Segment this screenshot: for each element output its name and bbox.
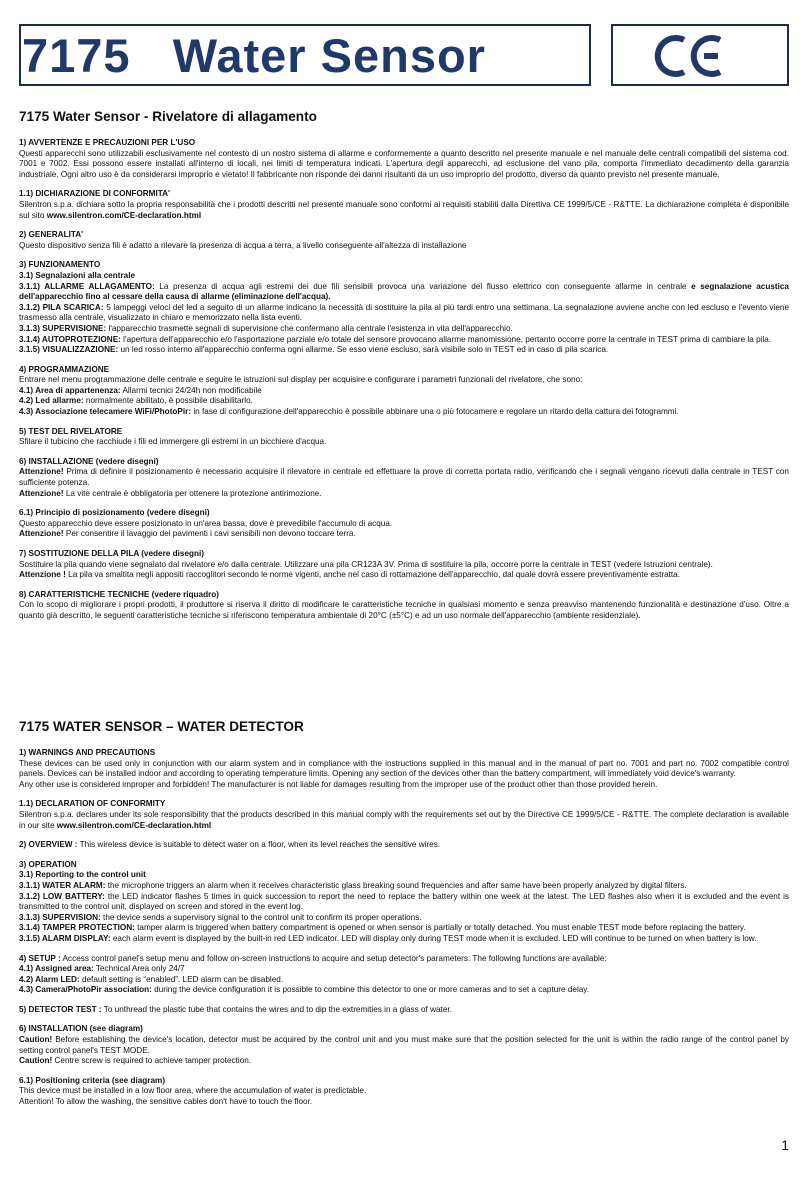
it-s313-label: 3.1.3) SUPERVISIONE: [19,323,107,333]
it-s61-attention: Attenzione! [19,529,64,539]
it-s42 [19,396,789,407]
it-s312 [19,303,789,324]
en-s5-body: To unthread the plastic tube that contains the wires and to dip the extremities in a glass of water. [101,1004,452,1014]
it-s42-label: 4.2) Led allarme: [19,396,84,406]
en-s6-p2 [19,1056,789,1067]
it-s11-body: Silentron s.p.a. dichiara sotto la propria responsabilità che i prodotti descritti nel presente manuale sono conformi ai requisiti stabiliti dalla Direttiva CE 1999/5/CE - R&TTE. La dichiarazione completa è disponibile sul sito [19,199,789,220]
it-s41 [19,386,789,397]
en-s314-label: 3.1.4) TAMPER PROTECTION: [19,923,135,933]
it-s2-body: Questo dispositivo senza fili è adatto a rilevare la presenza di acqua a terra, a livello conseguente all'altezza di installazione [19,240,467,250]
it-s5-title: 5) TEST DEL RIVELATORE [19,426,123,436]
en-s61-body: This device must be installed in a low floor area, where the accumulation of water is predictable. [19,1086,367,1096]
en-s3-title: 3) OPERATION [19,859,77,869]
it-s314-body: l'apertura dell'apparecchio e/o l'asportazione parziale e/o totale del sensore provocano allarme manomissione, pertanto occorre porre la centrale in TEST prima di cambiare la pila. [120,334,772,344]
en-s61-body-2: Attention! To allow the washing, the sensitive cables don't have to touch the floor. [19,1097,313,1107]
it-s61-p2 [19,529,789,540]
en-s1-body-2: Any other use is considered improper and forbidden! The manufacturer is not liable for damages resulting from the improper use of the product other than those provided herein. [19,779,658,789]
en-s2-label: 2) OVERVIEW : [19,840,78,850]
en-s41 [19,964,789,975]
en-s311 [19,881,789,892]
it-s1-body: Questi apparecchi sono utilizzabili esclusivamente nel contesto di un nostro sistema di allarme e conformemente a quanto descritto nel presente manuale e nel manuale delle centrali compatibili del sistema cod. 7001 e 7002. Essi possono essere installati all'interno di locali, nei limiti di temperatura indicati. L'apertura degli apparecchi, ad esclusione del vano pila, comporta l'immediato decadimento della garanzia industriale. Ogni altro uso è da considerarsi improprio e vietato! Il fabbricante non risponde dei danni risultanti da un uso improprio del prodotto, diverso da quanto previsto nel presente manuale. [19,148,789,179]
en-s42-label: 4.2) Alarm LED: [19,974,80,984]
italian-heading: 7175 Water Sensor - Rivelatore di allagamento [19,109,317,124]
en-s43-body: during the device configuration it is possible to combine this detector to one or more cameras and to set a capture delay. [151,985,590,995]
it-s311-bold: e segnalazione acustica dell'apparecchio fino al cessare della causa di allarme (eliminazione dell'acqua). [19,281,789,302]
en-s1-body: These devices can be used only in conjunction with our alarm system and in compliance with the instructions supplied in this manual and in the manual of part no. 7001 and part no. 7002 compatible control panels. Devices can be installed indoor and according to operating temperature limits. Opening any section of the devices other than the battery compartment, will immediately void device's warranty. [19,758,789,779]
it-s11-title: 1.1) DICHIARAZIONE DI CONFORMITA' [19,189,170,199]
italian-section [19,109,789,622]
it-s313 [19,324,789,335]
it-s7-title: 7) SOSTITUZIONE DELLA PILA (vedere disegni) [19,549,204,558]
en-s312-label: 3.1.2) LOW BATTERY: [19,891,105,901]
it-s7-body: Sostituire la pila quando viene segnalato dal rivelatore e/o dalla centrale. Utilizzare una pila CR123A 3V. Prima di sostituire la pila, occorre porre la centrale in TEST (vedere Istruzioni centrale). [19,559,713,569]
en-s4-body: Access control panel's setup menu and follow on-screen instructions to acquire and setup detector's parameters. The following functions are available: [60,953,607,963]
en-s312-body: the LED indicator flashes 5 times in quick succession to report the need to replace the battery within one week at the latest. The LED flashes also when it is excluded and the event is transmitted to the control unit, displayed on screen and stored in the event log. [19,891,790,912]
en-s2-body: This wireless device is suitable to detect water on a floor, when its level reaches the sensitive wires. [77,840,441,850]
it-s6-title: 6) INSTALLAZIONE (vedere disegni) [19,456,159,466]
en-s41-label: 4.1) Assigned area: [19,964,94,974]
it-s61-body-2: Per consentire il lavaggio dei pavimenti i cavi sensibili non devono toccare terra. [63,529,356,539]
it-s6-attention-1: Attenzione! [19,467,64,477]
en-s6-body-2: Centre screw is required to achieve tamper protection. [52,1056,252,1066]
it-s43 [19,407,789,418]
en-s4-label: 4) SETUP : [19,953,61,963]
it-s6-body-2: La vite centrale è obbligatoria per ottenere la protezione antirimozione. [63,488,322,498]
it-s2-title: 2) GENERALITA' [19,230,84,240]
en-s311-label: 3.1.1) WATER ALARM: [19,880,106,890]
it-s8-title: 8) CARATTERISTICHE TECNICHE (vedere riquadro) [19,589,220,599]
en-s43-label: 4.3) Camera/PhotoPir association: [19,985,152,995]
it-s61-body: Questo apparecchio deve essere posizionato in un'area bassa, dove è prevedibile l'accumulo di acqua. [19,518,393,528]
it-s6-p1 [19,467,789,488]
it-s311-label: 3.1.1) ALLARME ALLAGAMENTO: [19,281,155,291]
it-s313-body: l'apparecchio trasmette segnali di supervisione che confermano alla centrale l'esistenza in vita dell'apparecchio. [106,323,513,333]
it-s312-body: 5 lampeggi veloci del led a seguito di un allarme indicano la necessità di sostituire la pila al più tardi entro una settimana. La segnalazione avviene anche con led escluso e l'evento viene trasmesso alla centrale, visualizzato in chiaro e memorizzato nella lista eventi. [19,302,789,323]
en-declaration-link[interactable]: www.silentron.com/CE-declaration.html [56,820,212,830]
it-s7-body-2: La pila va smaltita negli appositi raccoglitori secondo le norme vigenti, anche nel caso di rottamazione dell'apparecchio, dal quale dovrà essere preventivamente estratta. [65,570,681,580]
it-s315-body: un led rosso interno all'apparecchio conferma ogni allarme. Se esso viene escluso, sarà visibile solo in TEST ed in caso di pila scarica. [118,345,609,355]
en-s43 [19,985,789,996]
it-s7-attention: Attenzione ! [19,570,66,580]
english-section [19,719,789,1108]
en-s314-body: tamper alarm is triggered when battery compartment is opened or when sensor is partially or totally detached. You must enable TEST mode before replacing the battery. [134,923,746,933]
it-s3-title: 3) FUNZIONAMENTO [19,260,101,270]
it-s314 [19,335,789,346]
en-s4 [19,954,789,965]
it-s314-label: 3.1.4) AUTOPROTEZIONE: [19,334,121,344]
it-s311-body: La presenza di acqua agli estremi dei due fili sensibili provoca una variazione del flusso elettrico con conseguente allarme in centrale [154,281,692,291]
it-s5-body: Sfilare il tubicino che racchiude i fili ed immergere gli estremi in un bicchiere d'acqua. [19,437,327,447]
en-s11-title: 1.1) DECLARATION OF CONFORMITY [19,799,166,809]
english-heading: 7175 WATER SENSOR – WATER DETECTOR [19,719,304,734]
en-s6-title: 6) INSTALLATION (see diagram) [19,1024,143,1034]
ce-mark-logo [654,34,734,78]
it-s315 [19,345,789,356]
it-s315-label: 3.1.5) VISUALIZZAZIONE: [19,345,119,355]
it-s41-label: 4.1) Area di appartenenza: [19,385,121,395]
en-s42 [19,975,789,986]
it-s4-body: Entrare nel menu programmazione delle centrale e seguire le istruzioni sul display per acquisire e configurare i parametri funzionali del rivelatore, che sono: [19,375,583,385]
en-s315 [19,934,789,945]
en-s6-p1 [19,1035,789,1056]
en-s5 [19,1005,789,1016]
en-s313-label: 3.1.3) SUPERVISION: [19,912,101,922]
page-number: 1 [781,1137,789,1153]
en-s6-caution-2: Caution! [19,1056,53,1066]
it-s43-body: in fase di configurazione dell'apparecchio è possibile abbinare una o più fotocamere e regolare un ritardo della cattura dei fotogrammi. [191,407,679,417]
en-s5-label: 5) DETECTOR TEST : [19,1004,102,1014]
en-s313 [19,913,789,924]
en-s2 [19,840,789,851]
page-title: 7175 Water Sensor [22,29,486,82]
it-s43-label: 4.3) Associazione telecamere WiFi/PhotoPir: [19,407,192,417]
en-s31-title: 3.1) Reporting to the control unit [19,870,146,880]
it-s1-title: 1) AVVERTENZE E PRECAUZIONI PER L'USO [19,138,196,147]
it-s4-title: 4) PROGRAMMAZIONE [19,364,110,374]
it-s61-title: 6.1) Principio di posizionamento (vedere disegni) [19,508,210,518]
en-s11-paragraph [19,810,789,831]
it-s8-body: Con lo scopo di migliorare i propri prodotti, il produttore si riserva il diritto di modificare le caratteristiche tecniche in qualsiasi momento e senza preavviso mantenendo funzionalità e destinazione d'uso. Oltre a quanto già descritto, le seguenti caratteristiche tecniche si riferiscono temperatura ambientale di 20°C (±5°C) e ad un uso normale dell'apparecchio (ambiente residenziale). [19,600,789,620]
it-s6-body-1: Prima di definire il posizionamento è necessario acquisire il rilevatore in centrale ed effettuare la prove di corretta portata radio, verificando che i segnali vengano ricevuti dalla centrale in TEST con sufficiente potenza. [19,467,789,488]
it-s6-p2 [19,489,789,500]
it-s31-title: 3.1) Segnalazioni alla centrale [19,270,136,280]
it-s312-label: 3.1.2) PILA SCARICA: [19,302,104,312]
it-s7-p2 [19,570,789,581]
it-s6-attention-2: Attenzione! [19,488,64,498]
it-s41-body: Allarmi tecnici 24/24h non modificabile [120,385,262,395]
en-s315-body: each alarm event is displayed by the built-in red LED indicator. LED will display only during TEST mode when it is excluded. LED will continue to be turned on when battery is low. [110,933,757,943]
en-s1-title: 1) WARNINGS AND PRECAUTIONS [19,748,156,757]
it-s42-body: normalmente abilitato, è possibile disabilitarlo. [83,396,253,406]
en-s314 [19,923,789,934]
en-s11-body: Silentron s.p.a. declares under its sole responsibility that the products described in this manual comply with the requirements set out by the Directive CE 1999/5/CE - R&TTE. The complete declaration is available in our site [19,809,789,830]
en-s315-label: 3.1.5) ALARM DISPLAY: [19,933,111,943]
it-s311 [19,282,789,303]
it-s11-paragraph [19,200,789,221]
en-s42-body: default setting is “enabled”. LED alarm can be disabled. [79,974,284,984]
en-s61-title: 6.1) Positioning criteria (see diagram) [19,1075,166,1085]
it-declaration-link[interactable]: www.silentron.com/CE-declaration.html [46,210,202,220]
en-s312 [19,892,789,913]
en-s41-body: Technical Area only 24/7 [93,964,185,974]
en-s6-body-1: Before establishing the device's location, detector must be acquired by the control unit and you must make sure that the position selected for the unit is within the radio range of the control panel by setting control panel's TEST MODE. [19,1035,789,1055]
en-s6-caution-1: Caution! [19,1035,53,1045]
en-s313-body: the device sends a supervisory signal to the control unit to confirm its proper operations. [100,912,422,922]
en-s311-body: the microphone triggers an alarm when it receives characteristic glass breaking sound frequencies and after same have been properly analyzed by digital filters. [105,880,687,890]
